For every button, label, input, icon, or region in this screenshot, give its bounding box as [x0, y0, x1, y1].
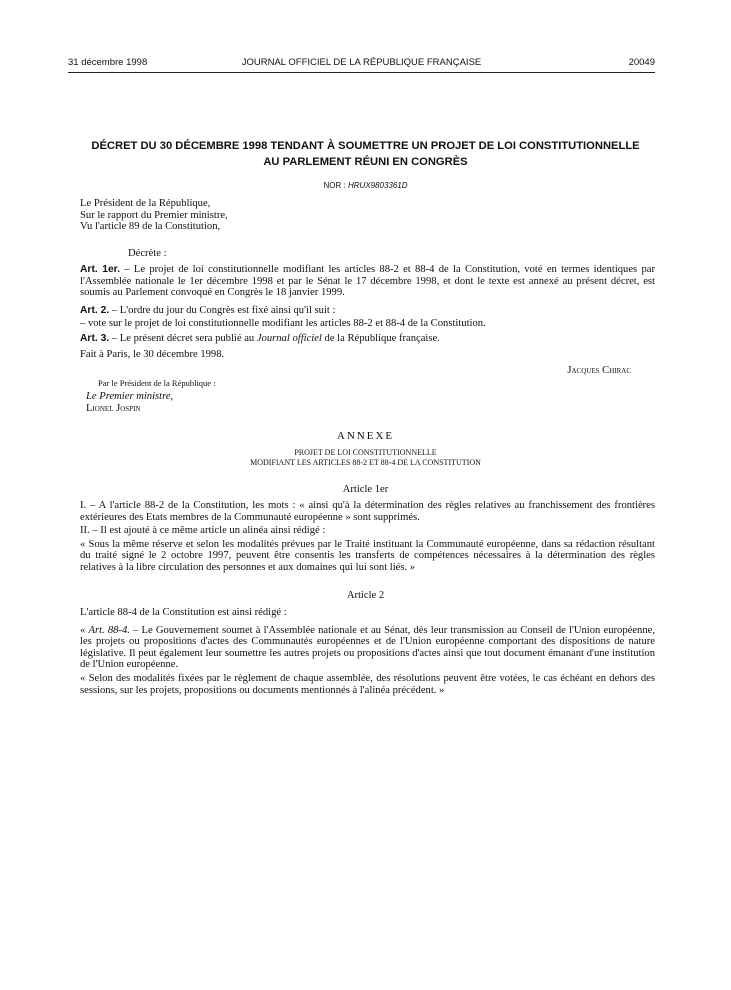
decree-art3-italic: Journal officiel — [256, 333, 322, 344]
annexe-article2-body — [80, 607, 655, 696]
nor-label: NOR : — [323, 181, 346, 190]
prime-minister-block — [86, 391, 655, 414]
header-journal-title: JOURNAL OFFICIEL DE LA RÉPUBLIQUE FRANÇAISE — [241, 57, 482, 68]
annexe-art2-p1: L'article 88-4 de la Constitution est ainsi rédigé : — [80, 607, 287, 618]
decree-title-line2: AU PARLEMENT RÉUNI EN CONGRÈS — [263, 156, 468, 168]
decree-article-3 — [80, 333, 655, 345]
annexe-art2-p2 — [80, 625, 655, 671]
signature-block — [80, 365, 631, 377]
decree-article-2 — [80, 305, 655, 329]
annexe-art1-heading-text: Article 1er — [342, 484, 389, 495]
annexe-subheading — [0, 448, 731, 468]
header-page-number: 20049 — [628, 57, 655, 68]
header-rule — [68, 72, 655, 73]
decree-art2-item: – vote sur le projet de loi constitutionnelle modifiant les articles 88-2 et 88-4 de la Constitution. — [80, 317, 486, 329]
annexe-art1-p1: I. – A l'article 88-2 de la Constitution, les mots : « ainsi qu'à la détermination des règles relatives au franchissement des frontières extérieures des Etats membres de la Communauté européenne » sont supprimés. — [80, 500, 655, 523]
decrete-line — [128, 248, 655, 260]
annexe-art1-p3: « Sous la même réserve et selon les modalités prévues par le Traité instituant la Communauté européenne, dans sa rédaction résultant du traité signé le 2 octobre 1997, peuvent être consentis les transferts de compétences nécessaires à la détermination des règles relatives à la libre circulation des personnes et aux domaines qui lui sont liés. » — [80, 538, 655, 573]
annexe-sub1: PROJET DE LOI CONSTITUTIONNELLE — [294, 448, 437, 457]
decree-intro — [80, 198, 655, 233]
intro-line-1: Le Président de la République, — [80, 198, 211, 209]
annexe-sub2: MODIFIANT LES ARTICLES 88-2 ET 88-4 DE LA CONSTITUTION — [250, 458, 481, 467]
annexe-art2-heading-text: Article 2 — [346, 590, 385, 601]
decree-title-line1: DÉCRET DU 30 DÉCEMBRE 1998 TENDANT À SOUMETTRE UN PROJET DE LOI CONSTITUTIONNELLE — [91, 140, 640, 152]
running-header — [68, 57, 655, 71]
decree-title — [60, 138, 671, 170]
pm-title: Le Premier ministre, — [86, 391, 174, 402]
annexe-heading — [0, 431, 731, 443]
decree-article-1 — [80, 264, 655, 299]
intro-line-3: Vu l'article 89 de la Constitution, — [80, 221, 221, 233]
by-president — [98, 378, 655, 390]
decree-art3-text-b: de la République française. — [321, 333, 440, 344]
decrete-text: Décrète : — [128, 248, 167, 259]
nor-code: HRUX9803361D — [347, 181, 408, 190]
intro-line-2: Sur le rapport du Premier ministre, — [80, 209, 228, 221]
signature-name: Jacques Chirac — [567, 365, 631, 376]
decree-art1-text: – Le projet de loi constitutionnelle modifiant les articles 88-2 et 88-4 de la Constitution, voté en termes identiques par l'Assemblée nationale le 1er décembre 1998 et par le Sénat le 17 décembre 1998, et dont le texte est annexé au présent décret, est soumis au Parlement convoqué en Congrès le 18 janvier 1999. — [80, 264, 655, 299]
annexe-art2-label: Art. 88-4. — [88, 624, 130, 636]
annexe-art1-p2: II. – Il est ajouté à ce même article un alinéa ainsi rédigé : — [80, 525, 326, 537]
annexe-article1-heading — [0, 484, 731, 496]
header-date: 31 décembre 1998 — [68, 57, 148, 68]
annexe-article1-body — [80, 500, 655, 574]
pm-name: Lionel Jospin — [86, 402, 141, 414]
annexe-art2-quote-open: « — [80, 624, 89, 636]
decree-art2-label: Art. 2. — [80, 305, 110, 316]
decree-art3-label: Art. 3. — [80, 333, 110, 344]
annexe-art2-p2-text: – Le Gouvernement soumet à l'Assemblée nationale et au Sénat, dès leur transmission au Conseil de l'Union européenne, les projets ou propositions d'actes des Communautés européennes et de l'Union européenne comportant des dispositions de nature législative. Il peut également leur soumettre les autres projets ou propositions d'actes ainsi que tout document émanant d'une institution de l'Union européenne. — [80, 624, 655, 671]
decree-done-at — [80, 349, 655, 361]
decree-art2-text: – L'ordre du jour du Congrès est fixé ainsi qu'il suit : — [109, 305, 336, 316]
nor-reference — [0, 181, 731, 190]
annexe-article2-heading — [0, 590, 731, 602]
annexe-heading-text: ANNEXE — [336, 430, 395, 442]
annexe-art2-p3: « Selon des modalités fixées par le règlement de chaque assemblée, des résolutions peuvent être votées, le cas échéant en dehors des sessions, sur les projets, propositions ou documents mentionnés à l'alinéa précédent. » — [80, 672, 655, 696]
done-text: Fait à Paris, le 30 décembre 1998. — [80, 349, 225, 360]
by-president-text: Par le Président de la République : — [98, 378, 216, 388]
decree-art3-text-a: – Le présent décret sera publié au — [109, 333, 257, 344]
decree-art1-label: Art. 1er. — [80, 264, 120, 275]
